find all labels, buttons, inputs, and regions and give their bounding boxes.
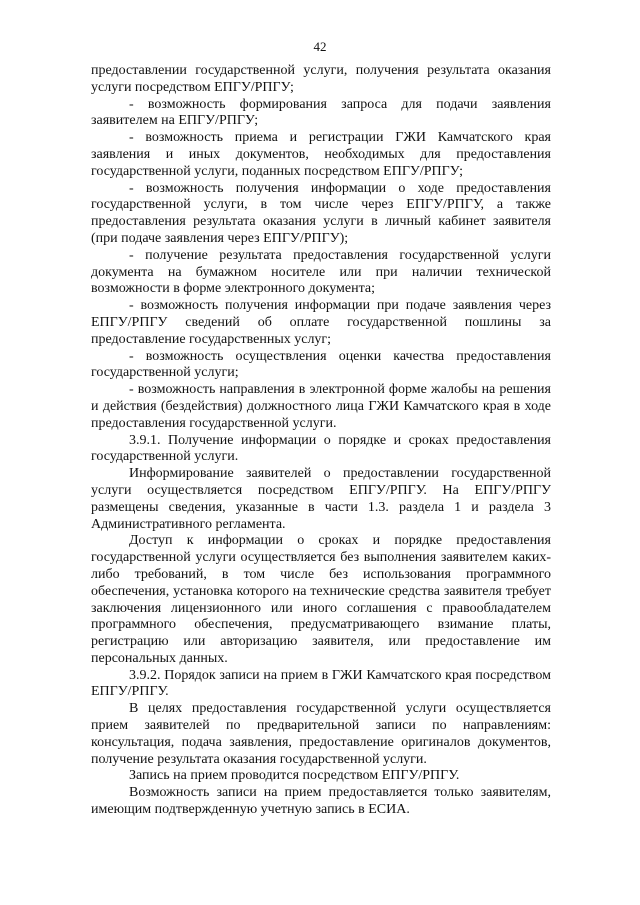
list-item-result-document: - получение результата предоставления государственной услуги документа на бумажном носителе или при наличии технической возможности в форме электронного документа; [91,247,551,297]
paragraph-informing: Информирование заявителей о предоставлении государственной услуги осуществляется посредством ЕПГУ/РПГУ. На ЕПГУ/РПГУ размещены сведения, указанные в части 1.3. раздела 1 и раздела 3 Административного регламента. [91,466,551,532]
paragraph-appointment-method: Запись на прием проводится посредством ЕПГУ/РПГУ. [129,768,460,784]
list-item-form-request: - возможность формирования запроса для подачи заявления заявителем на ЕПГУ/РПГУ; [91,96,551,129]
list-item-registration: - возможность приема и регистрации ГЖИ Камчатского края заявления и иных документов, необходимых для предоставления государственной услуги, поданных посредством ЕПГУ/РПГУ; [91,130,551,179]
section-heading-3-9-1: 3.9.1. Получение информации о порядке и сроках предоставления государственной услуги. [91,432,551,465]
list-item-payment-info: - возможность получения информации при подаче заявления через ЕПГУ/РПГУ сведений об оплате государственной пошлины за предоставление государственных услуг; [91,298,551,347]
list-item-complaint: - возможность направления в электронной форме жалобы на решения и действия (бездействия) должностного лица ГЖИ Камчатского края в ходе предоставления государственной услуги. [91,382,551,431]
list-item-quality-assessment: - возможность осуществления оценки качества предоставления государственной услуги; [91,348,551,381]
paragraph-continuation: предоставлении государственной услуги, получения результата оказания услуги посредством ЕПГУ/РПГУ; [91,63,551,95]
paragraph-appointment-purpose: В целях предоставления государственной услуги осуществляется прием заявителей по предварительной записи по направлениям: консультация, подача заявления, предоставление оригиналов документов, получение результата оказания государственной услуги. [91,701,551,767]
paragraph-appointment-eligibility: Возможность записи на прием предоставляется только заявителям, имеющим подтвержденную учетную запись в ЕСИА. [91,785,551,818]
page-number: 42 [313,39,327,54]
list-item-progress-info: - возможность получения информации о ходе предоставления государственной услуги, в том числе через ЕПГУ/РПГУ, а также предоставления результата оказания услуги в личный кабинет заявителя (при подаче заявления через ЕПГУ/РПГУ); [91,180,551,246]
paragraph-access: Доступ к информации о сроках и порядке предоставления государственной услуги осуществляется без выполнения заявителем каких-либо требований, в том числе без использования программного обеспечения, установка которого на технические средства заявителя требует заключения лицензионного или иного соглашения с правообладателем программного обеспечения, предусматривающего взимание платы, регистрацию или авторизацию заявителя, или предоставление им персональных данных. [91,533,551,666]
document-body [91,63,551,819]
section-heading-3-9-2: 3.9.2. Порядок записи на прием в ГЖИ Камчатского края посредством ЕПГУ/РПГУ. [91,667,551,700]
